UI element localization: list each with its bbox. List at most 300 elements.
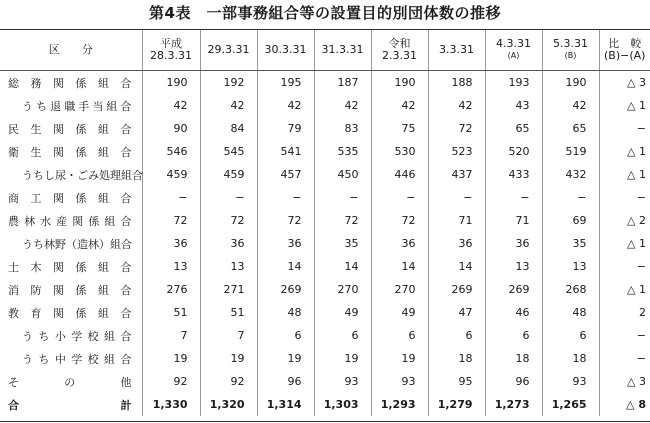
header-col-1	[200, 30, 257, 71]
table-row	[0, 255, 650, 278]
cell-value: 18	[485, 347, 542, 370]
cell-value: 72	[200, 209, 257, 232]
header-sub: (A)	[507, 51, 520, 60]
row-label-text	[0, 236, 142, 252]
cell-value: 71	[485, 209, 542, 232]
header-date: 3.3.31	[439, 43, 474, 56]
cell-value: 520	[485, 140, 542, 163]
cell-value: 530	[371, 140, 428, 163]
header-era: 比 較	[608, 37, 642, 50]
cell-value: 457	[257, 163, 314, 186]
header-sub: (B)	[564, 51, 577, 60]
label-char: 林	[24, 214, 36, 228]
cell-value: 6	[371, 324, 428, 347]
row-label-text	[0, 121, 142, 137]
label-char: 理	[110, 168, 121, 182]
cell-diff: −	[599, 255, 650, 278]
cell-value: 72	[257, 209, 314, 232]
cell-diff: △ 1	[599, 278, 650, 301]
cell-value: 42	[142, 94, 200, 117]
table-row	[0, 209, 650, 232]
label-char: 組	[104, 214, 116, 228]
row-label-text	[0, 190, 142, 206]
table-row	[0, 140, 650, 163]
label-char: 教	[8, 306, 19, 320]
row-label	[0, 186, 142, 209]
cell-value: 92	[200, 370, 257, 393]
cell-value: 19	[314, 347, 371, 370]
cell-value: 49	[371, 301, 428, 324]
label-char: 他	[120, 375, 132, 389]
row-label-text	[0, 98, 142, 114]
label-char: 育	[30, 306, 42, 320]
cell-value: 48	[542, 301, 599, 324]
label-char: 合	[120, 329, 132, 343]
cell-value: 7	[142, 324, 200, 347]
cell-value: 450	[314, 163, 371, 186]
cell-value: 71	[428, 209, 485, 232]
label-char: 関	[53, 122, 64, 136]
label-char: 組	[98, 283, 109, 297]
cell-value: 188	[428, 71, 485, 95]
cell-value: 43	[485, 94, 542, 117]
cell-value: 36	[200, 232, 257, 255]
cell-value: 36	[142, 232, 200, 255]
cell-value: 93	[371, 370, 428, 393]
cell-value: 270	[314, 278, 371, 301]
cell-value: 36	[485, 232, 542, 255]
label-char: 組	[106, 99, 118, 113]
label-char: う	[22, 99, 33, 113]
cell-value: −	[371, 186, 428, 209]
cell-value: 72	[428, 117, 485, 140]
label-char: う	[22, 168, 33, 182]
cell-value: 437	[428, 163, 485, 186]
label-char: う	[22, 237, 33, 251]
row-label	[0, 370, 142, 393]
label-char: 合	[120, 260, 132, 274]
row-label-text	[0, 374, 142, 390]
row-label-text	[0, 282, 142, 298]
cell-value: 14	[371, 255, 428, 278]
cell-diff: −	[599, 186, 650, 209]
cell-value: 1,314	[257, 393, 314, 416]
table-title: 第4表 一部事務組合等の設置目的別団体数の推移	[149, 4, 501, 22]
table-row	[0, 370, 650, 393]
label-char: 衛	[8, 145, 19, 159]
cell-value: 6	[485, 324, 542, 347]
cell-value: 90	[142, 117, 200, 140]
row-label-text	[0, 75, 142, 91]
table-row	[0, 117, 650, 140]
cell-value: 14	[314, 255, 371, 278]
label-char: ・	[66, 168, 77, 182]
cell-value: 192	[200, 71, 257, 95]
cell-value: −	[314, 186, 371, 209]
cell-value: 42	[542, 94, 599, 117]
cell-value: −	[485, 186, 542, 209]
label-char: 木	[30, 260, 42, 274]
cell-value: 13	[542, 255, 599, 278]
cell-value: −	[257, 186, 314, 209]
row-label	[0, 393, 142, 416]
row-label-text	[0, 259, 142, 275]
cell-value: 269	[257, 278, 314, 301]
label-char: 組	[121, 168, 132, 182]
cell-value: 72	[371, 209, 428, 232]
cell-value: 1,273	[485, 393, 542, 416]
cell-diff: △ 1	[599, 163, 650, 186]
row-label	[0, 324, 142, 347]
label-char: （	[66, 237, 77, 251]
cell-value: 48	[257, 301, 314, 324]
cell-value: 535	[314, 140, 371, 163]
cell-value: 14	[257, 255, 314, 278]
label-char: 工	[30, 191, 42, 205]
label-char: 関	[53, 191, 64, 205]
cell-diff: △ 1	[599, 232, 650, 255]
cell-value: 190	[542, 71, 599, 95]
label-char: ご	[77, 168, 88, 182]
label-char: 係	[88, 214, 100, 228]
cell-value: 190	[371, 71, 428, 95]
label-char: 校	[87, 352, 99, 366]
header-date: 29.3.31	[207, 43, 250, 56]
table-row	[0, 301, 650, 324]
cell-diff: 2	[599, 301, 650, 324]
label-char: 組	[98, 122, 109, 136]
cell-value: 541	[257, 140, 314, 163]
cell-diff: △ 8	[599, 393, 650, 416]
cell-value: 65	[542, 117, 599, 140]
row-label-text	[0, 351, 142, 367]
label-char: 合	[120, 99, 132, 113]
label-char: ち	[36, 99, 48, 113]
cell-value: 19	[200, 347, 257, 370]
header-date: 2.3.31	[382, 49, 417, 62]
cell-value: 49	[314, 301, 371, 324]
label-char: 係	[75, 260, 87, 274]
label-char: 土	[8, 260, 19, 274]
row-label-text	[0, 213, 142, 229]
row-label-text	[0, 167, 142, 183]
cell-value: 42	[428, 94, 485, 117]
cell-value: 47	[428, 301, 485, 324]
cell-value: 51	[200, 301, 257, 324]
row-label	[0, 163, 142, 186]
label-char: 組	[98, 191, 109, 205]
label-char: 中	[54, 352, 66, 366]
cell-value: 72	[314, 209, 371, 232]
cell-value: 19	[142, 347, 200, 370]
label-char: ）	[99, 237, 110, 251]
label-char: 係	[75, 76, 87, 90]
label-char: 尿	[55, 168, 66, 182]
label-char: 関	[72, 214, 84, 228]
table-body	[0, 71, 650, 417]
cell-diff: △ 2	[599, 209, 650, 232]
cell-value: 276	[142, 278, 200, 301]
cell-value: 6	[314, 324, 371, 347]
cell-value: 1,293	[371, 393, 428, 416]
cell-value: 1,330	[142, 393, 200, 416]
label-char: 総	[8, 76, 19, 90]
label-char: 合	[120, 352, 132, 366]
label-char: 当	[92, 99, 104, 113]
cell-value: 195	[257, 71, 314, 95]
label-char: 務	[30, 76, 42, 90]
label-char: 小	[54, 329, 66, 343]
label-char: 組	[104, 352, 116, 366]
cell-diff: −	[599, 347, 650, 370]
cell-value: 6	[428, 324, 485, 347]
label-char: 林	[88, 237, 99, 251]
label-char: 生	[30, 122, 42, 136]
row-label-text	[0, 144, 142, 160]
cell-value: 13	[200, 255, 257, 278]
cell-value: 433	[485, 163, 542, 186]
table-row	[0, 324, 650, 347]
cell-value: 519	[542, 140, 599, 163]
label-char: 合	[120, 191, 132, 205]
header-date: 5.3.31	[553, 37, 588, 50]
label-char: 消	[8, 283, 19, 297]
label-char: 合	[132, 168, 143, 182]
label-char: 合	[120, 283, 132, 297]
cell-value: 46	[485, 301, 542, 324]
cell-value: 13	[142, 255, 200, 278]
label-char: 手	[78, 99, 90, 113]
row-label-text	[0, 397, 142, 413]
label-char: 農	[8, 214, 19, 228]
row-label	[0, 71, 142, 95]
header-col-2	[257, 30, 314, 71]
label-char: 合	[120, 214, 132, 228]
table-row	[0, 347, 650, 370]
cell-value: 546	[142, 140, 200, 163]
table-bottom-rule	[0, 421, 650, 422]
cell-value: 190	[142, 71, 200, 95]
label-char: 組	[98, 76, 109, 90]
label-char: 合	[8, 398, 19, 412]
cell-value: 42	[200, 94, 257, 117]
label-char: 組	[110, 237, 121, 251]
label-char: ち	[38, 352, 50, 366]
cell-value: 69	[542, 209, 599, 232]
cell-value: −	[542, 186, 599, 209]
cell-value: 36	[371, 232, 428, 255]
row-label	[0, 140, 142, 163]
row-label	[0, 347, 142, 370]
cell-diff: −	[599, 324, 650, 347]
cell-diff: △ 3	[599, 370, 650, 393]
cell-value: 446	[371, 163, 428, 186]
cell-value: 271	[200, 278, 257, 301]
header-col-0	[142, 30, 200, 71]
cell-value: 7	[200, 324, 257, 347]
label-char: う	[22, 352, 33, 366]
header-col-6	[485, 30, 542, 71]
cell-value: 35	[314, 232, 371, 255]
label-char: 職	[64, 99, 76, 113]
label-char: の	[64, 375, 76, 389]
cell-value: 270	[371, 278, 428, 301]
table-row	[0, 232, 650, 255]
label-char: 合	[121, 237, 132, 251]
cell-value: 79	[257, 117, 314, 140]
label-char: 防	[30, 283, 42, 297]
header-date: 30.3.31	[264, 43, 307, 56]
label-char: 産	[56, 214, 68, 228]
label-char: ち	[38, 329, 50, 343]
label-char: 組	[98, 145, 109, 159]
cell-value: 1,320	[200, 393, 257, 416]
cell-value: 92	[142, 370, 200, 393]
label-char: ち	[33, 168, 44, 182]
cell-value: 1,279	[428, 393, 485, 416]
header-era: 令和	[388, 37, 411, 50]
label-char: 係	[75, 191, 87, 205]
data-table	[0, 30, 650, 416]
cell-value: 545	[200, 140, 257, 163]
header-col-4	[371, 30, 428, 71]
cell-value: 35	[542, 232, 599, 255]
cell-value: 14	[428, 255, 485, 278]
label-char: み	[88, 168, 99, 182]
cell-value: 84	[200, 117, 257, 140]
label-char: 係	[75, 283, 87, 297]
cell-diff: △ 1	[599, 94, 650, 117]
cell-value: 36	[428, 232, 485, 255]
cell-value: 83	[314, 117, 371, 140]
cell-value: −	[200, 186, 257, 209]
label-char: 関	[53, 76, 64, 90]
label-char: 係	[75, 145, 87, 159]
label-char: 処	[99, 168, 110, 182]
cell-value: 187	[314, 71, 371, 95]
label-char: 合	[120, 306, 132, 320]
cell-value: 19	[371, 347, 428, 370]
header-col-8	[599, 30, 650, 71]
cell-value: 72	[142, 209, 200, 232]
row-label	[0, 255, 142, 278]
row-label	[0, 209, 142, 232]
cell-value: 75	[371, 117, 428, 140]
label-char: 学	[71, 352, 83, 366]
cell-value: 269	[428, 278, 485, 301]
header-date: (B)−(A)	[604, 49, 646, 62]
cell-value: 18	[428, 347, 485, 370]
label-char: 関	[53, 145, 64, 159]
cell-value: 432	[542, 163, 599, 186]
header-date: 28.3.31	[150, 49, 192, 62]
label-char: 校	[87, 329, 99, 343]
label-char: 学	[71, 329, 83, 343]
cell-value: 93	[542, 370, 599, 393]
label-char: 合	[120, 76, 132, 90]
table-row	[0, 278, 650, 301]
cell-value: 523	[428, 140, 485, 163]
label-char: 退	[50, 99, 62, 113]
label-char: ち	[33, 237, 44, 251]
cell-value: 42	[371, 94, 428, 117]
cell-diff: −	[599, 117, 650, 140]
header-date: 31.3.31	[321, 43, 364, 56]
table-row	[0, 94, 650, 117]
table-row	[0, 186, 650, 209]
cell-value: 96	[257, 370, 314, 393]
label-char: 野	[55, 237, 66, 251]
cell-value: 459	[200, 163, 257, 186]
label-char: し	[44, 168, 55, 182]
cell-value: 19	[257, 347, 314, 370]
cell-value: 6	[542, 324, 599, 347]
header-era: 平成	[160, 37, 182, 50]
cell-value: 96	[485, 370, 542, 393]
label-char: 合	[120, 122, 132, 136]
cell-value: 268	[542, 278, 599, 301]
total-row	[0, 393, 650, 416]
cell-value: 6	[257, 324, 314, 347]
label-char: 生	[30, 145, 42, 159]
label-char: 林	[44, 237, 55, 251]
row-label	[0, 117, 142, 140]
label-char: 組	[104, 329, 116, 343]
header-category: 区 分	[0, 30, 142, 71]
cell-value: 93	[314, 370, 371, 393]
label-char: 計	[120, 398, 132, 412]
cell-value: 269	[485, 278, 542, 301]
cell-value: 42	[314, 94, 371, 117]
label-char: 造	[77, 237, 88, 251]
cell-value: 193	[485, 71, 542, 95]
label-char: 係	[75, 122, 87, 136]
label-char: そ	[8, 375, 19, 389]
table-row	[0, 163, 650, 186]
label-char: 組	[98, 260, 109, 274]
cell-value: 95	[428, 370, 485, 393]
cell-value: 65	[485, 117, 542, 140]
label-char: 組	[98, 306, 109, 320]
label-char: 合	[120, 145, 132, 159]
header-col-7	[542, 30, 599, 71]
cell-value: 459	[142, 163, 200, 186]
cell-value: −	[142, 186, 200, 209]
cell-value: −	[428, 186, 485, 209]
header-col-5	[428, 30, 485, 71]
label-char: 民	[8, 122, 19, 136]
row-label	[0, 278, 142, 301]
label-char: 関	[53, 306, 64, 320]
row-label	[0, 94, 142, 117]
cell-value: 13	[485, 255, 542, 278]
cell-value: 1,265	[542, 393, 599, 416]
cell-value: 18	[542, 347, 599, 370]
row-label-text	[0, 305, 142, 321]
header-date: 4.3.31	[496, 37, 531, 50]
cell-diff: △ 1	[599, 140, 650, 163]
cell-diff: △ 3	[599, 71, 650, 95]
row-label	[0, 232, 142, 255]
row-label	[0, 301, 142, 324]
label-char: 関	[53, 283, 64, 297]
cell-value: 51	[142, 301, 200, 324]
label-char: う	[22, 329, 33, 343]
label-char: 関	[53, 260, 64, 274]
label-char: 商	[8, 191, 19, 205]
header-row	[0, 30, 650, 71]
cell-value: 42	[257, 94, 314, 117]
